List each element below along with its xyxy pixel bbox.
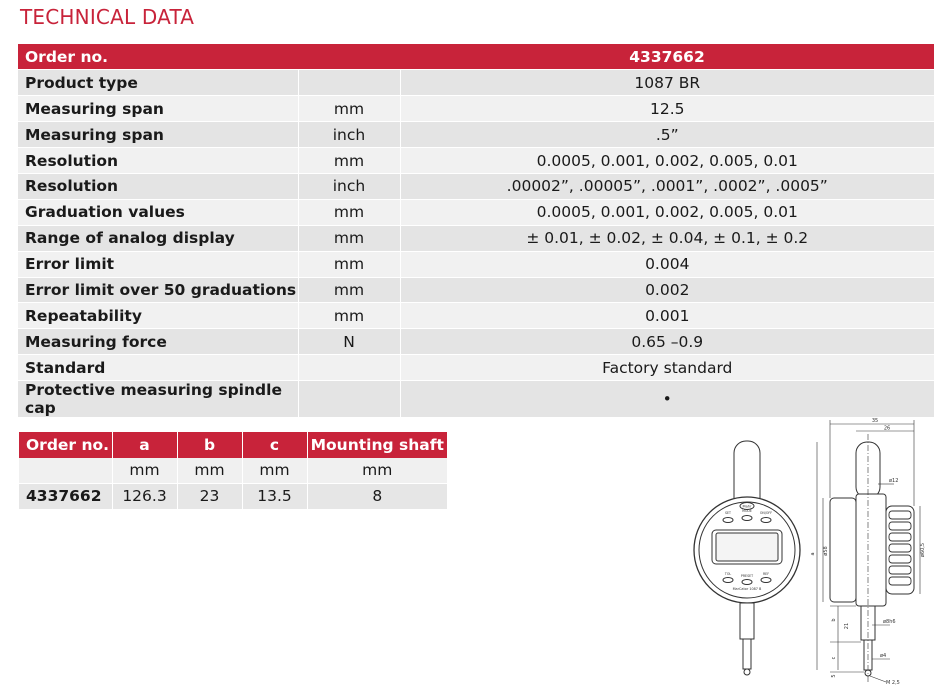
row-unit: inch bbox=[298, 122, 400, 148]
row-label: Resolution bbox=[18, 148, 298, 174]
row-value: 0.65 –0.9 bbox=[400, 329, 934, 355]
row-unit: inch bbox=[298, 173, 400, 199]
lcd-display bbox=[716, 533, 778, 561]
dim-b: b bbox=[831, 618, 837, 622]
row-label: Graduation values bbox=[18, 199, 298, 225]
dim-c: c bbox=[831, 656, 837, 660]
dim-unit-c: mm bbox=[242, 458, 307, 484]
row-label: Resolution bbox=[18, 173, 298, 199]
dim-21: 21 bbox=[844, 622, 850, 630]
row-label: Measuring force bbox=[18, 329, 298, 355]
dim-header-shaft: Mounting shaft bbox=[307, 432, 447, 458]
row-label: Measuring span bbox=[18, 96, 298, 122]
table-row bbox=[18, 173, 934, 199]
row-value: 0.002 bbox=[400, 277, 934, 303]
row-label: Error limit bbox=[18, 251, 298, 277]
ref-label: REF bbox=[762, 572, 770, 576]
dim-unit-order bbox=[19, 458, 112, 484]
table-row bbox=[18, 225, 934, 251]
row-label: Range of analog display bbox=[18, 225, 298, 251]
row-label: Protective measuring spindle cap bbox=[18, 381, 298, 418]
dim-d4: ø4 bbox=[880, 653, 887, 659]
row-label: Error limit over 50 graduations bbox=[18, 277, 298, 303]
row-unit bbox=[298, 355, 400, 381]
row-value: 0.001 bbox=[400, 303, 934, 329]
row-unit: mm bbox=[298, 148, 400, 174]
row-value: 1087 BR bbox=[400, 70, 934, 96]
table-row bbox=[18, 329, 934, 355]
table-row bbox=[18, 277, 934, 303]
row-unit: mm bbox=[298, 251, 400, 277]
dim-value-a: 126.3 bbox=[112, 483, 177, 509]
row-value: 0.004 bbox=[400, 251, 934, 277]
preset-label: PRESET bbox=[740, 574, 754, 578]
row-label: Standard bbox=[18, 355, 298, 381]
header-order-number: 4337662 bbox=[400, 44, 934, 70]
row-value: 0.0005, 0.001, 0.002, 0.005, 0.01 bbox=[400, 148, 934, 174]
row-value: Factory standard bbox=[400, 355, 934, 381]
model-text: MarCator 1087 B bbox=[732, 587, 762, 591]
row-label: Product type bbox=[18, 70, 298, 96]
table-row bbox=[18, 355, 934, 381]
row-unit: N bbox=[298, 329, 400, 355]
row-unit: mm bbox=[298, 96, 400, 122]
table-row bbox=[18, 148, 934, 174]
measuring-spindle bbox=[743, 639, 751, 669]
dim-value-b: 23 bbox=[177, 483, 242, 509]
tol-label: TOL bbox=[724, 572, 732, 576]
dim-m25: M 2,5 bbox=[886, 680, 900, 686]
row-unit bbox=[298, 381, 400, 418]
dim-a: a bbox=[810, 552, 816, 556]
dim-header-a: a bbox=[112, 432, 177, 458]
row-value: 12.5 bbox=[400, 96, 934, 122]
page-title: TECHNICAL DATA bbox=[20, 5, 195, 29]
table-row bbox=[18, 96, 934, 122]
dim-d12: ø12 bbox=[889, 478, 899, 484]
table-header-row bbox=[18, 44, 934, 70]
dim-value-c: 13.5 bbox=[242, 483, 307, 509]
technical-data-table bbox=[18, 44, 934, 418]
side-back-cover bbox=[830, 498, 856, 602]
onoff-label: ON/OFF bbox=[759, 511, 773, 515]
dim-unit-a: mm bbox=[112, 458, 177, 484]
dim-d8h6: ø8h6 bbox=[883, 619, 896, 625]
table-row bbox=[18, 199, 934, 225]
table-row bbox=[18, 381, 934, 418]
row-unit: mm bbox=[298, 199, 400, 225]
row-value: 0.0005, 0.001, 0.002, 0.005, 0.01 bbox=[400, 199, 934, 225]
table-row bbox=[18, 70, 934, 96]
dial-indicator-drawing bbox=[690, 414, 946, 686]
dim-35: 35 bbox=[871, 418, 879, 424]
row-value: ± 0.01, ± 0.02, ± 0.04, ± 0.1, ± 0.2 bbox=[400, 225, 934, 251]
mounting-shaft bbox=[740, 603, 754, 639]
dim-value-shaft: 8 bbox=[307, 483, 447, 509]
dim-5: 5 bbox=[831, 674, 837, 678]
contact-point bbox=[744, 669, 750, 675]
table-row bbox=[18, 122, 934, 148]
dim-26: 26 bbox=[883, 425, 891, 432]
dimensions-table bbox=[19, 432, 447, 509]
dim-d60-5: ø60,5 bbox=[920, 542, 926, 558]
mode-label: MODE bbox=[742, 509, 752, 513]
header-label: Order no. bbox=[18, 44, 298, 70]
row-value: • bbox=[400, 381, 934, 418]
row-unit bbox=[298, 70, 400, 96]
row-label: Repeatability bbox=[18, 303, 298, 329]
row-unit: mm bbox=[298, 225, 400, 251]
row-unit: mm bbox=[298, 277, 400, 303]
dim-unit-b: mm bbox=[177, 458, 242, 484]
table-row bbox=[18, 251, 934, 277]
dim-values-row bbox=[19, 483, 447, 509]
dim-value-order: 4337662 bbox=[19, 483, 112, 509]
row-label: Measuring span bbox=[18, 122, 298, 148]
side-view bbox=[830, 434, 914, 682]
front-view bbox=[694, 441, 800, 675]
dim-units-row bbox=[19, 458, 447, 484]
side-housing bbox=[856, 494, 886, 606]
dim-header-row bbox=[19, 432, 447, 458]
table-row bbox=[18, 303, 934, 329]
header-unit bbox=[298, 44, 400, 70]
row-value: .00002”, .00005”, .0001”, .0002”, .0005” bbox=[400, 173, 934, 199]
dim-header-c: c bbox=[242, 432, 307, 458]
row-unit: mm bbox=[298, 303, 400, 329]
set-label: SET bbox=[725, 511, 731, 515]
brand-text: Mahr bbox=[742, 504, 752, 509]
row-value: .5” bbox=[400, 122, 934, 148]
dim-header-b: b bbox=[177, 432, 242, 458]
dim-d58: ø58 bbox=[823, 546, 829, 556]
bezel-ribs bbox=[889, 511, 911, 585]
dim-header-order: Order no. bbox=[19, 432, 112, 458]
dim-unit-shaft: mm bbox=[307, 458, 447, 484]
